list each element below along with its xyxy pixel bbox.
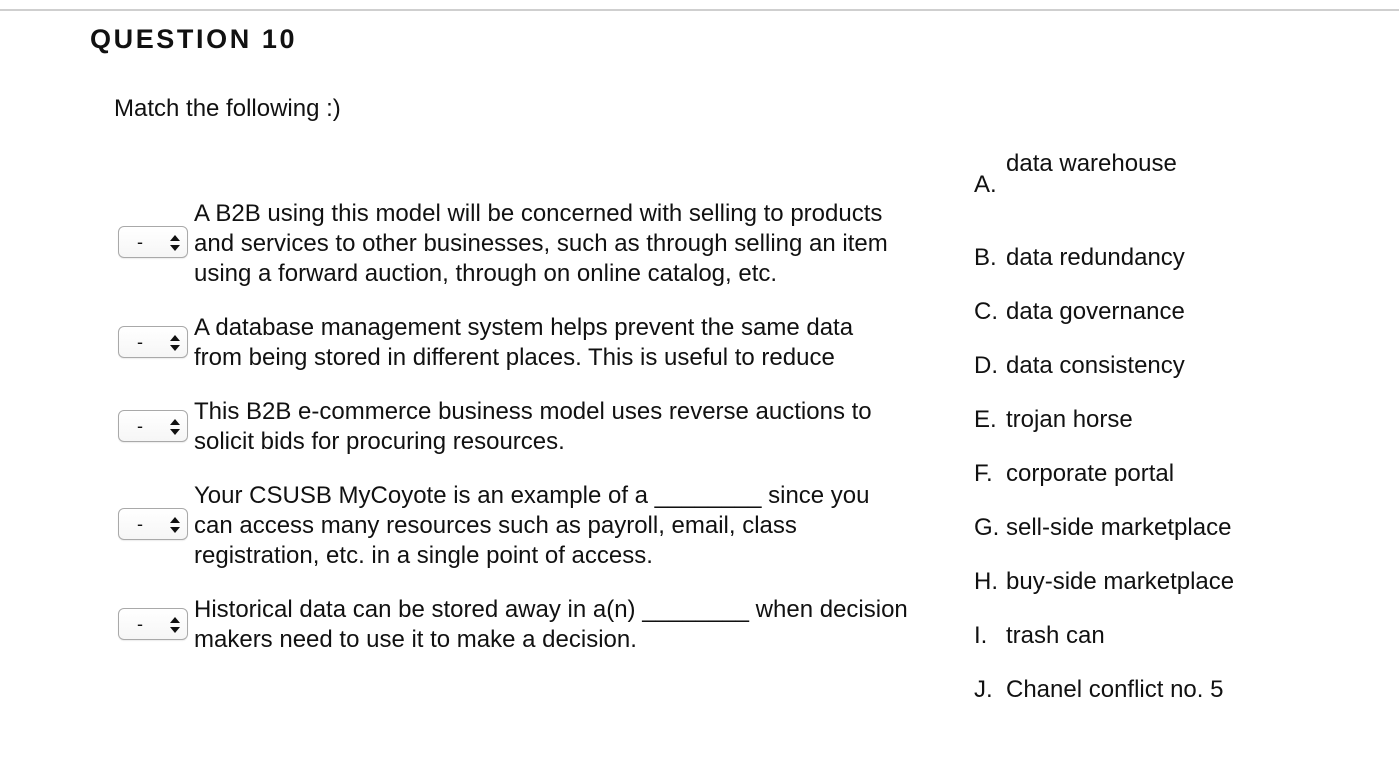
answer-letter: I.: [974, 622, 988, 649]
prompt-line: A database management system helps prevent the same data: [194, 314, 854, 341]
answer-text: sell-side marketplace: [1006, 514, 1232, 541]
answer-letter: G.: [974, 514, 1000, 541]
select-arrows-icon: [168, 333, 182, 353]
prompt-line: Your CSUSB MyCoyote is an example of a ________ since you: [194, 482, 870, 509]
answer-option-g: [974, 513, 1231, 543]
answer-text: data consistency: [1006, 352, 1185, 379]
select-arrows-icon: [168, 233, 182, 253]
answer-text-a: data warehouse: [1006, 150, 1177, 177]
answer-letter: B.: [974, 244, 997, 271]
prompt-line: from being stored in different places. This is useful to reduce: [194, 344, 835, 371]
answer-letter: E.: [974, 406, 997, 433]
answer-text: buy-side marketplace: [1006, 568, 1235, 595]
dropdown-selected-value: -: [137, 232, 143, 252]
top-divider: [0, 9, 1399, 11]
match-dropdown-4[interactable]: [118, 508, 188, 540]
dropdown-selected-value: -: [137, 614, 143, 634]
answer-text: Chanel conflict no. 5: [1006, 676, 1224, 703]
prompt-line: This B2B e-commerce business model uses reverse auctions to: [194, 398, 872, 425]
answer-letter: C.: [974, 298, 998, 325]
answer-letter-a: A.: [974, 171, 997, 198]
answer-option-i: [974, 621, 1105, 651]
answer-option-h: [974, 567, 1234, 597]
prompt-text-2: [194, 313, 853, 373]
prompt-text-1: [194, 199, 888, 289]
match-dropdown-3[interactable]: [118, 410, 188, 442]
prompt-line: and services to other businesses, such as through selling an item: [194, 230, 888, 257]
prompt-line: solicit bids for procuring resources.: [194, 428, 565, 455]
prompt-line: Historical data can be stored away in a(n) ________ when decision: [194, 596, 908, 623]
question-instructions: Match the following :): [114, 95, 341, 122]
dropdown-selected-value: -: [137, 332, 143, 352]
select-arrows-icon: [168, 417, 182, 437]
answer-text: data governance: [1006, 298, 1185, 325]
dropdown-selected-value: -: [137, 416, 143, 436]
answer-text: corporate portal: [1006, 460, 1175, 487]
prompt-line: using a forward auction, through on online catalog, etc.: [194, 260, 778, 287]
prompt-line: A B2B using this model will be concerned with selling to products: [194, 200, 883, 227]
answer-text: trojan horse: [1006, 406, 1133, 433]
answer-option-e: [974, 405, 1133, 435]
match-dropdown-1[interactable]: [118, 226, 188, 258]
prompt-line: can access many resources such as payroll, email, class: [194, 512, 797, 539]
answer-text: trash can: [1006, 622, 1105, 649]
answer-option-b: [974, 243, 1185, 273]
prompt-line: makers need to use it to make a decision.: [194, 626, 637, 653]
answer-option-f: [974, 459, 1174, 489]
answer-letter: J.: [974, 676, 993, 703]
answer-option-j: [974, 675, 1223, 705]
prompt-text-5: [194, 595, 908, 655]
prompt-text-4: [194, 481, 870, 571]
prompt-text-3: [194, 397, 872, 457]
answer-letter: D.: [974, 352, 998, 379]
question-title: QUESTION 10: [90, 24, 298, 54]
select-arrows-icon: [168, 615, 182, 635]
prompt-line: registration, etc. in a single point of access.: [194, 542, 653, 569]
answer-option-d: [974, 351, 1185, 381]
answer-option-c: [974, 297, 1185, 327]
answer-letter: H.: [974, 568, 998, 595]
dropdown-selected-value: -: [137, 514, 143, 534]
select-arrows-icon: [168, 515, 182, 535]
match-dropdown-2[interactable]: [118, 326, 188, 358]
answer-text: data redundancy: [1006, 244, 1185, 271]
answer-letter: F.: [974, 460, 993, 487]
match-dropdown-5[interactable]: [118, 608, 188, 640]
